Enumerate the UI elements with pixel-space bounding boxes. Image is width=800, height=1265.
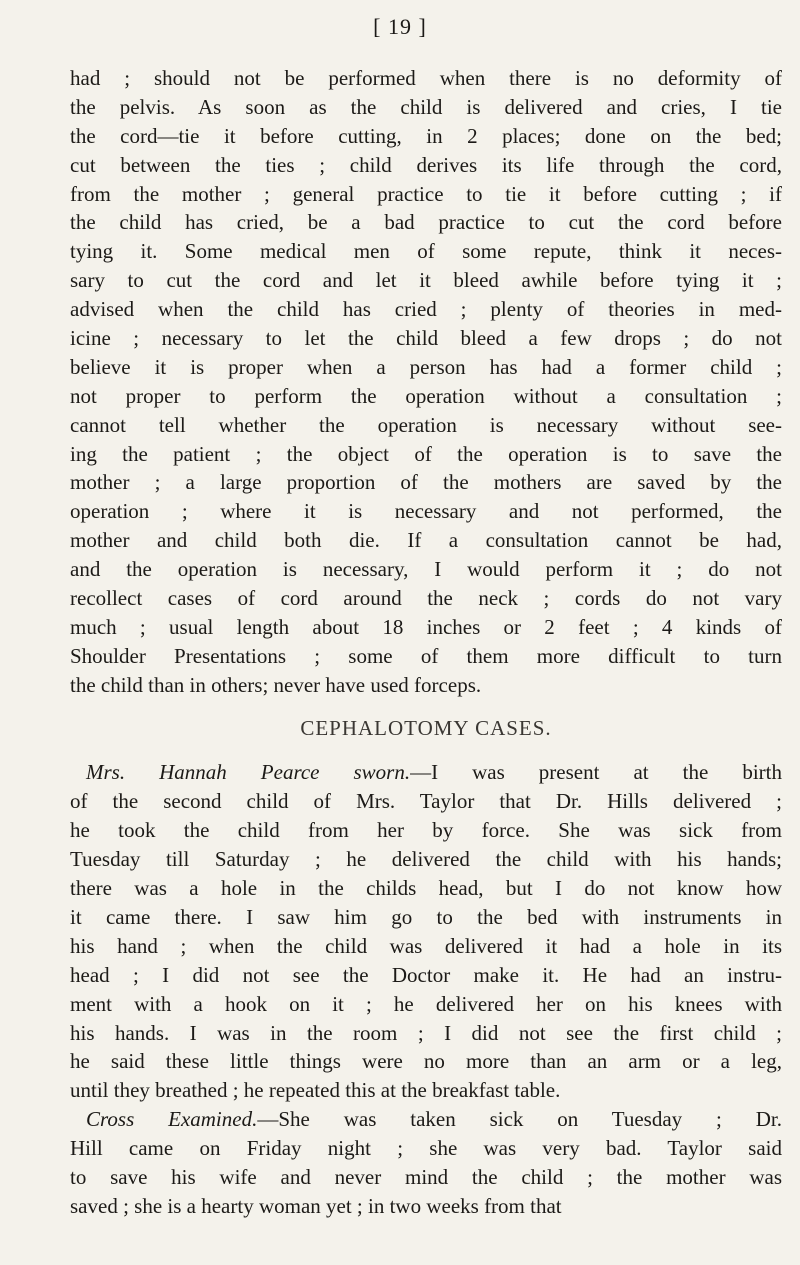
- page-number: [ 19 ]: [373, 14, 427, 39]
- text-line: from the mother ; general practice to tie it before cutting ; if: [70, 181, 782, 206]
- text-line: until they breathed ; he repeated this at the breakfast table.: [70, 1078, 561, 1103]
- text-line: of the second child of Mrs. Taylor that Dr. Hills delivered ;: [70, 789, 782, 814]
- text-line: mother ; a large proportion of the mothers are saved by the: [70, 470, 782, 495]
- text-line: his hands. I was in the room ; I did not see the first child ;: [70, 1020, 782, 1045]
- text-line: [70, 1105, 782, 1134]
- text-line: he said these little things were no more than an arm or a leg,: [70, 1049, 782, 1074]
- paragraph-1: [70, 64, 782, 700]
- text-line: ing the patient ; the object of the operation is to save the: [70, 441, 782, 466]
- text-line: Shoulder Presentations ; some of them more difficult to turn: [70, 643, 782, 668]
- cross-line-rest: —She was taken sick on Tuesday ; Dr.: [257, 1107, 782, 1132]
- text-line: it came there. I saw him go to the bed with instruments in: [70, 904, 782, 929]
- section-heading: CEPHALOTOMY CASES.: [300, 715, 552, 740]
- text-line: Tuesday till Saturday ; he delivered the child with his hands;: [70, 847, 782, 872]
- text-line: and the operation is necessary, I would perform it ; do not: [70, 557, 782, 582]
- text-line: advised when the child has cried ; plenty of theories in med-: [70, 297, 782, 322]
- text-line: [70, 758, 782, 787]
- text-line: his hand ; when the child was delivered it had a hole in its: [70, 933, 782, 958]
- text-line: saved ; she is a hearty woman yet ; in two weeks from that: [70, 1193, 562, 1218]
- text-line: head ; I did not see the Doctor make it. He had an instru-: [70, 962, 782, 987]
- text-line: the pelvis. As soon as the child is delivered and cries, I tie: [70, 94, 782, 119]
- paragraph-2: [70, 758, 782, 1105]
- witness-line-rest: —I was present at the birth: [410, 760, 782, 785]
- text-line: there was a hole in the childs head, but I do not know how: [70, 876, 782, 901]
- text-line: the child than in others; never have used forceps.: [70, 672, 482, 697]
- text-line: ment with a hook on it ; he delivered her on his knees with: [70, 991, 782, 1016]
- witness-name: Mrs. Hannah Pearce sworn.: [86, 760, 411, 785]
- text-line: not proper to perform the operation without a consultation ;: [70, 383, 782, 408]
- text-line: the cord—tie it before cutting, in 2 places; done on the bed;: [70, 123, 782, 148]
- text-line: to save his wife and never mind the child ; the mother was: [70, 1164, 782, 1189]
- text-line: Hill came on Friday night ; she was very bad. Taylor said: [70, 1136, 782, 1161]
- paragraph-2-lines: [70, 787, 782, 1105]
- text-line: sary to cut the cord and let it bleed awhile before tying it ;: [70, 268, 782, 293]
- paragraph-3-lines: [70, 1134, 782, 1221]
- text-line: had ; should not be performed when there is no deformity of: [70, 66, 782, 90]
- text-line: he took the child from her by force. She was sick from: [70, 818, 782, 843]
- text-line: much ; usual length about 18 inches or 2 feet ; 4 kinds of: [70, 614, 782, 639]
- text-line: cannot tell whether the operation is necessary without see-: [70, 412, 782, 437]
- text-line: the child has cried, be a bad practice to cut the cord before: [70, 210, 782, 235]
- text-line: operation ; where it is necessary and not performed, the: [70, 499, 782, 524]
- text-line: icine ; necessary to let the child bleed a few drops ; do not: [70, 326, 782, 351]
- text-line: believe it is proper when a person has had a former child ;: [70, 354, 782, 379]
- paragraph-3: [70, 1105, 782, 1221]
- text-line: tying it. Some medical men of some repute, think it neces-: [70, 239, 782, 264]
- text-line: mother and child both die. If a consultation cannot be had,: [70, 528, 782, 553]
- cross-examined-label: Cross Examined.: [86, 1107, 258, 1132]
- body-text: [70, 64, 782, 1221]
- text-line: recollect cases of cord around the neck ; cords do not vary: [70, 586, 782, 611]
- text-line: cut between the ties ; child derives its life through the cord,: [70, 152, 782, 177]
